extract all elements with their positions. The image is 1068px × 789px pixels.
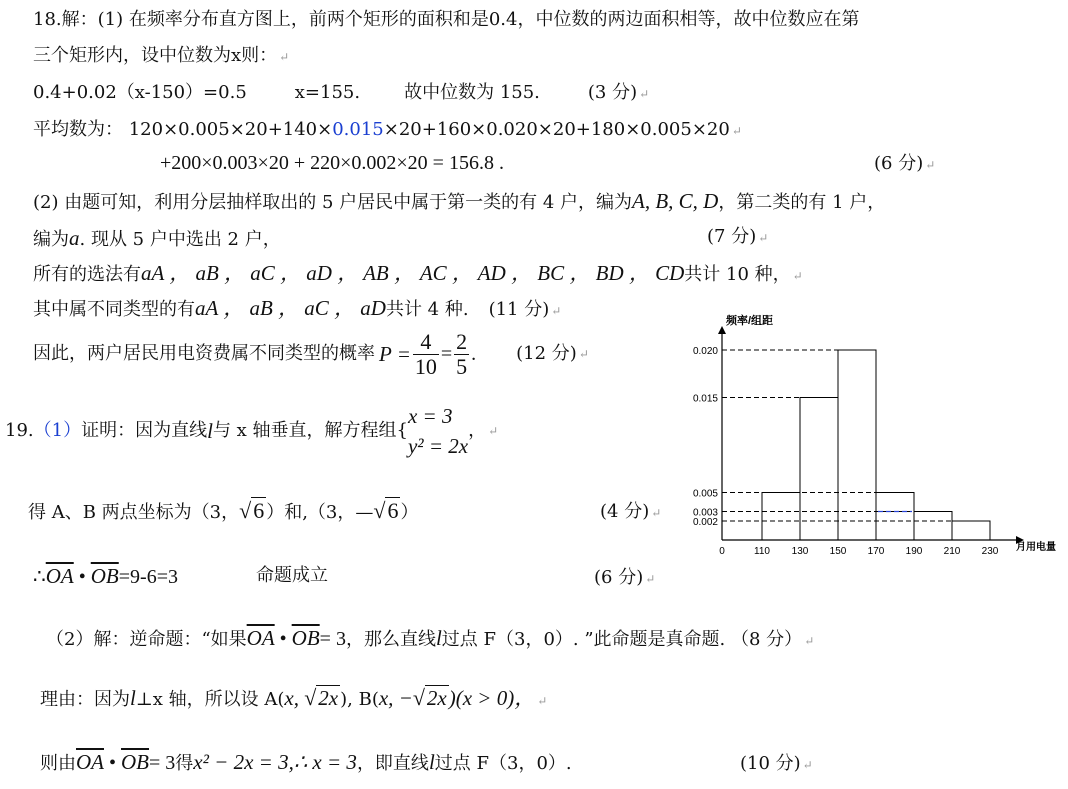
p19-line1: 19. （1） 证明：因为直线 l 与 x 轴垂直，解方程组{ x = 3 y² = 2x ， ↵ [5, 396, 498, 466]
p18-line7: 编为a. 现从 5 户中选出 2 户， [33, 226, 281, 250]
p19-line6: 则由$\overline{OA}$ • $\overline{OB}= 3$得x² − 2x = 3,∴ x = 3，即直线l过点 F（3，0）. [40, 750, 572, 774]
p18-line2: 三个矩形内，设中位数为x则： ↵ [33, 45, 290, 66]
y-tick-label: 0.003 [692, 507, 718, 519]
p18-line1: 18.解：(1) 在频率分布直方图上，前两个矩形的面积和是0.4，中位数的两边面积相等，故中位数应在第 [33, 9, 860, 30]
p19-line2: 得 A、B 两点坐标为（3，√6 ）和,（3，—√6 ） [28, 498, 419, 523]
x-tick-label: 0 [719, 546, 725, 557]
p19-score4: (4 分) ↵ [600, 501, 662, 522]
equation-system: x = 3 y² = 2x [407, 404, 469, 458]
p18-line10: 因此，两户居民用电资费属不同类型的概率 P = $\frac{4}{10}$ = $\frac{2}{5}$ . (12 分) ↵ [33, 328, 589, 379]
p19-score10: (10 分) ↵ [740, 753, 813, 774]
histogram-bar [876, 493, 914, 541]
y-tick-label: 0.005 [692, 488, 718, 500]
histogram-bar [800, 398, 838, 541]
x-tick-label: 130 [791, 546, 809, 557]
p19-conclusion: 命题成立 [256, 565, 328, 586]
x-tick-label: 230 [981, 546, 999, 557]
p19-score6: (6 分) ↵ [594, 567, 656, 588]
p19-line4: （2）解：逆命题：“如果$\overline{OA}$ • $\overline{OB}= 3$，那么直线l过点 F（3，0）. ”此命题是真命题. （8 分） ↵ [46, 626, 815, 650]
p18-line6: (2) 由题可知，利用分层抽样取出的 5 户居民中属于第一类的有 4 户，编为A, B, C, D，第二类的有 1 户， [33, 189, 886, 213]
x-tick-label: 110 [754, 546, 770, 557]
y-tick-label: 0.015 [692, 393, 718, 405]
p19-line3: $\therefore\overline{OA}$ • $\overline{OB}=9-6=3$ [33, 564, 178, 588]
y-tick-label: 0.020 [692, 346, 718, 357]
p18-line3: 0.4+0.02（x-150）=0.5 x=155. 故中位数为 155. (3 分) ↵ [33, 82, 650, 103]
frequency-histogram [686, 310, 1066, 560]
x-tick-label: 150 [829, 546, 847, 557]
fraction-4-10: $\frac{4}{10}$ [414, 328, 437, 379]
histogram-bar [762, 493, 800, 541]
y-tick-label: 0.002 [692, 517, 718, 528]
p18-line8: 所有的选法有aA ， aB ， aC ， aD ， AB ， AC ， AD ， BC ， BD ， CD共计 10 种， ↵ [33, 261, 803, 285]
p18-score7: (7 分) ↵ [707, 226, 769, 247]
p18-score6: (6 分) ↵ [874, 153, 936, 174]
p18-line4: 平均数为： 120×0.005×20+140×0.015×20+160×0.020×20+180×0.005×20 ↵ [33, 119, 742, 140]
x-tick-label: 190 [905, 546, 923, 557]
p18-line5: +200×0.003×20 + 220×0.002×20 = 156.8 . [160, 152, 504, 174]
p18-line9: 其中属不同类型的有aA ， aB ， aC ， aD共计 4 种. (11 分) ↵ [33, 296, 562, 320]
y-axis-label: 频率/组距 [726, 315, 774, 327]
x-tick-label: 170 [867, 546, 885, 557]
histogram-bar [914, 512, 952, 541]
histogram-bar [952, 521, 990, 540]
p19-line5: 理由：因为l⊥x 轴，所以设 A(x, √2x ), B(x, −√2x)(x > 0)， ↵ [40, 685, 548, 710]
fraction-2-5: $\frac{2}{5}$ [456, 328, 468, 379]
y-axis-arrow [718, 326, 726, 334]
x-tick-label: 210 [943, 546, 961, 557]
x-axis-label: 月用电量 [1016, 542, 1056, 553]
